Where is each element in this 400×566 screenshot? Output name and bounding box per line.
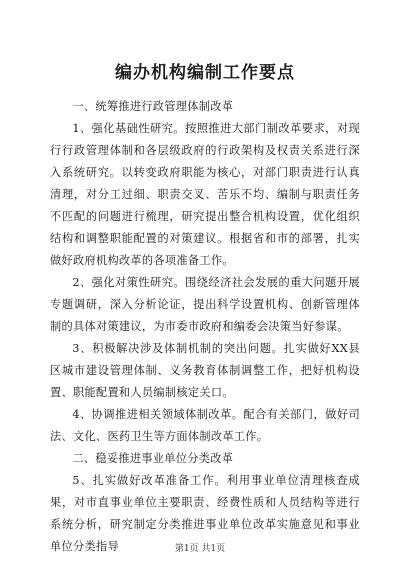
paragraph-item-1: 1、强化基础性研究。按照推进大部门制改革要求，对现行行政管理体制和各层级政府的行政架构及权责关系进行深入系统研究。以转变政府职能为核心，对部门职责进行认真清理，对分工过细、职责交叉、苦乐不均、编制与职责任务不匹配的问题进行梳理，研究提出整合机构设置，优化组织结构和调整职能配置的对策建议。根据省和市的部署，扎实做好政府机构改革的各项准备工作。 xyxy=(50,122,360,267)
paragraph-item-5: 5、扎实做好改革准备工作。利用事业单位清理核查成果，对市直事业单位主要职责、经费性质和人员结构等进行系统分析，研究制定分类推进事业单位改革实施意见和事业单位分类指导 xyxy=(50,474,360,553)
paragraph-item-4: 4、协调推进相关领域体制改革。配合有关部门，做好司法、文化、医药卫生等方面体制改革工作。 xyxy=(50,408,360,443)
document-title: 编办机构编制工作要点 xyxy=(115,63,295,83)
section-heading-1: 一、统筹推进行政管理体制改革 xyxy=(72,100,234,113)
section-heading-2: 二、稳妥推进事业单位分类改革 xyxy=(72,452,234,465)
page-footer: 第1页 共1页 xyxy=(174,544,226,554)
paragraph-item-2: 2、强化对策性研究。围绕经济社会发展的重大问题开展专题调研，深入分析论证，提出科学设置机构、创新管理体制的具体对策建议，为市委市政府和编委会决策当好参谋。 xyxy=(50,276,360,333)
paragraph-item-3: 3、积极解决涉及体制机制的突出问题。扎实做好XX县区城市建设管理体制、义务教育体制调整工作，把好机构设置、职能配置和人员编制核定关口。 xyxy=(50,342,360,399)
